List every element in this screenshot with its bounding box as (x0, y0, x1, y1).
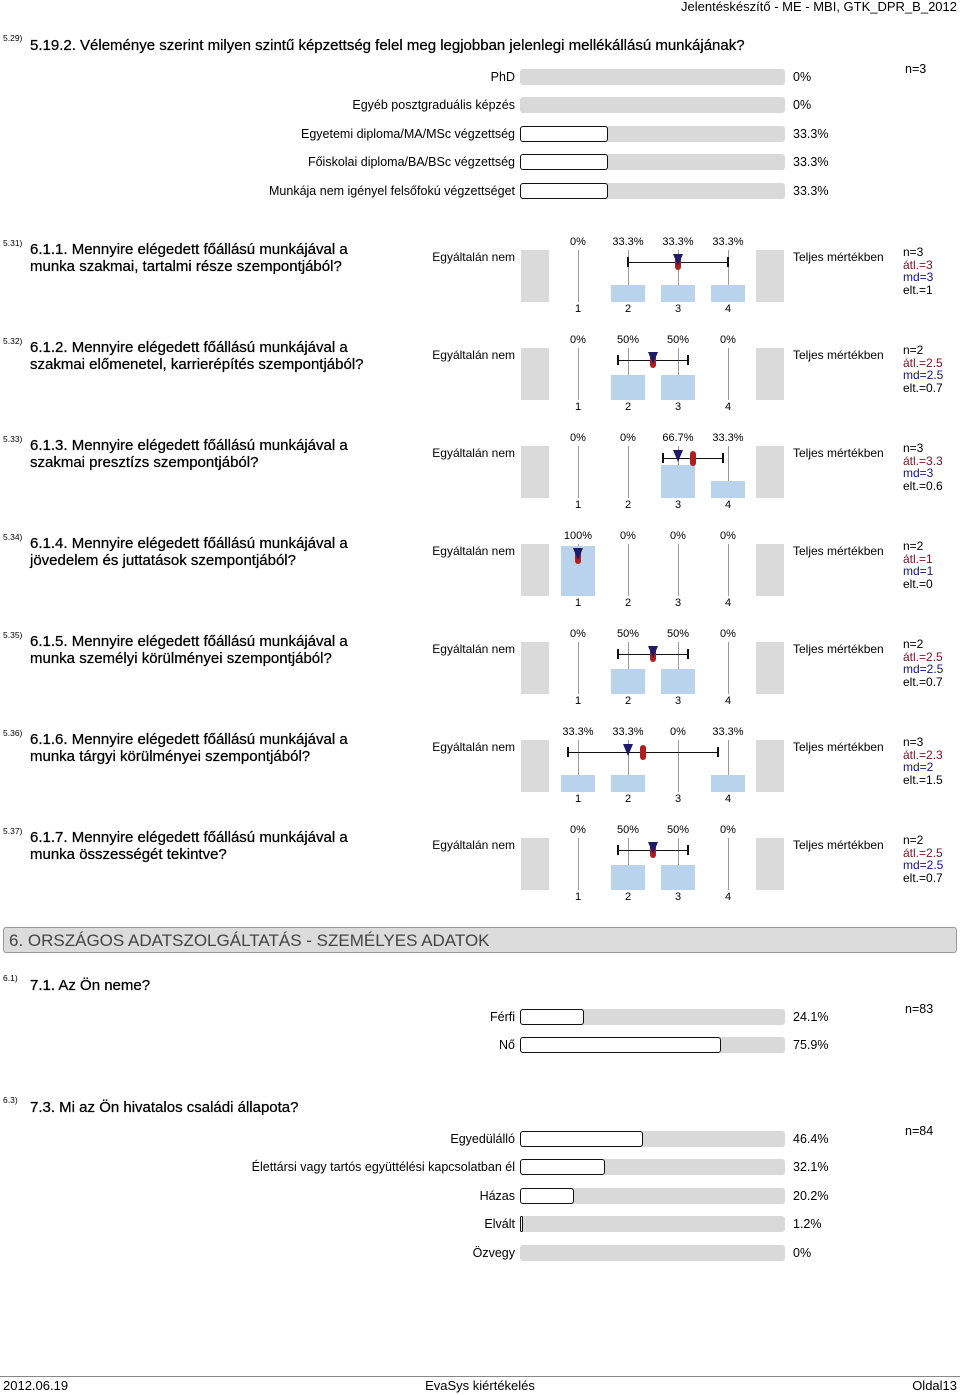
question-5-37 (0, 824, 960, 903)
column-scale-label: 1 (574, 891, 582, 903)
bar-fill (520, 1216, 523, 1232)
histogram-bar (561, 775, 595, 792)
scale-left-strip (521, 250, 549, 302)
sd-tick-left (617, 845, 619, 855)
stat-n: n=3 (903, 735, 924, 749)
column-line (578, 250, 579, 302)
question-title: 7.3. Mi az Ön hivatalos családi állapota? (30, 1099, 299, 1116)
scale-right-label: Teljes mértékben (793, 250, 884, 264)
column-scale-label: 2 (624, 695, 632, 707)
column-scale-label: 1 (574, 303, 582, 315)
scale-left-strip (521, 446, 549, 498)
column-scale-label: 3 (674, 401, 682, 413)
stat-sd: elt.=0.7 (903, 675, 943, 690)
percent-label: 75.9% (793, 1038, 829, 1053)
column-scale-label: 4 (724, 401, 732, 413)
column-line (628, 446, 629, 498)
column-scale-label: 2 (624, 303, 632, 315)
stat-mean: átl.=2.3 (903, 747, 943, 762)
percent-label: 0% (793, 69, 812, 84)
column-percent-label: 50% (666, 628, 690, 640)
percent-label: 33.3% (793, 183, 829, 198)
bar-track (520, 69, 785, 85)
scale-left-label: Egyáltalán nem (432, 250, 515, 264)
sd-tick-right (687, 845, 689, 855)
scale-right-label: Teljes mértékben (793, 740, 884, 754)
column-percent-label: 50% (616, 628, 640, 640)
bar-track (520, 1216, 785, 1232)
option-label: Egyedülálló (450, 1131, 515, 1146)
sd-tick-left (567, 747, 569, 757)
column-line (728, 642, 729, 694)
column-percent-label: 0% (670, 530, 686, 542)
question-title-line: szakmai presztízs szempontjából? (30, 454, 259, 471)
question-5-36 (0, 726, 960, 805)
mean-marker (690, 451, 696, 466)
report-header-title: Jelentéskészítő - ME - MBI, GTK_DPR_B_2012 (681, 0, 957, 14)
option-label: Egyetemi diploma/MA/MSc végzettség (301, 126, 515, 141)
stat-n: n=2 (903, 539, 924, 553)
column-percent-label: 0% (570, 236, 586, 248)
sd-tick-left (617, 355, 619, 365)
scale-right-strip (756, 446, 784, 498)
stat-n: n=2 (903, 833, 924, 847)
question-title-line: 6.1.4. Mennyire elégedett főállású munkájával a (30, 535, 348, 552)
scale-left-label: Egyáltalán nem (432, 642, 515, 656)
column-percent-label: 33.3% (662, 236, 694, 248)
histogram-bar (611, 865, 645, 890)
column-percent-label: 0% (620, 432, 636, 444)
column-scale-label: 4 (724, 303, 732, 315)
scale-right-strip (756, 348, 784, 400)
option-label: Főiskolai diploma/BA/BSc végzettség (307, 155, 515, 170)
percent-label: 33.3% (793, 155, 829, 170)
column-percent-label: 50% (666, 824, 690, 836)
column-percent-label: 0% (720, 530, 736, 542)
sd-tick-right (687, 649, 689, 659)
question-5-33 (0, 432, 960, 511)
question-title-line: munka személyi körülményei szempontjából? (30, 650, 332, 667)
column-percent-label: 0% (720, 334, 736, 346)
column-scale-label: 1 (574, 499, 582, 511)
percent-label: 46.4% (793, 1131, 829, 1146)
scale-left-strip (521, 838, 549, 890)
stat-sd: elt.=0.7 (903, 381, 943, 396)
column-percent-label: 0% (570, 824, 586, 836)
column-line (578, 642, 579, 694)
column-percent-label: 66.7% (662, 432, 694, 444)
question-title-line: 6.1.2. Mennyire elégedett főállású munkájával a (30, 339, 348, 356)
question-title-line: munka tárgyi körülményei szempontjából? (30, 748, 311, 765)
sd-tick-right (687, 355, 689, 365)
stat-mean: átl.=2.5 (903, 649, 943, 664)
bar-track (520, 97, 785, 113)
bar-fill (520, 1159, 605, 1175)
stat-median: md=2.5 (903, 368, 944, 383)
question-title-line: 6.1.5. Mennyire elégedett főállású munkájával a (30, 633, 348, 650)
column-percent-label: 50% (616, 824, 640, 836)
column-percent-label: 0% (670, 726, 686, 738)
scale-left-label: Egyáltalán nem (432, 838, 515, 852)
question-number: 5.36) (3, 728, 23, 738)
scale-left-strip (521, 642, 549, 694)
stat-mean: átl.=3 (903, 257, 933, 272)
median-marker-icon (648, 646, 658, 658)
column-scale-label: 4 (724, 499, 732, 511)
sd-tick-left (662, 453, 664, 463)
respondent-count: n=83 (905, 1002, 934, 1016)
question-5-35 (0, 628, 960, 707)
column-line (678, 544, 679, 596)
question-title-line: munka szakmai, tartalmi része szempontjából? (30, 258, 342, 275)
histogram-bar (611, 375, 645, 400)
scale-right-strip (756, 642, 784, 694)
stat-n: n=3 (903, 245, 924, 259)
sd-tick-right (722, 453, 724, 463)
question-number: 6.1) (3, 973, 18, 983)
respondent-count: n=84 (905, 1124, 934, 1138)
question-title: 7.1. Az Ön neme? (30, 977, 151, 994)
median-marker-icon (648, 842, 658, 854)
column-line (728, 544, 729, 596)
stat-sd: elt.=0.6 (903, 479, 943, 494)
column-percent-label: 33.3% (612, 726, 644, 738)
percent-label: 24.1% (793, 1009, 829, 1024)
column-scale-label: 3 (674, 499, 682, 511)
column-scale-label: 2 (624, 891, 632, 903)
percent-label: 0% (793, 1245, 812, 1260)
question-number: 5.35) (3, 630, 23, 640)
scale-right-label: Teljes mértékben (793, 446, 884, 460)
question-number: 5.32) (3, 336, 23, 346)
bar-fill (520, 1131, 643, 1147)
percent-label: 32.1% (793, 1160, 829, 1175)
footer-date: 2012.06.19 (3, 1378, 69, 1393)
bar-fill (520, 126, 608, 142)
question-title-line: 6.1.1. Mennyire elégedett főállású munkájával a (30, 241, 348, 258)
stat-median: md=3 (903, 466, 934, 481)
bar-fill (520, 1037, 721, 1053)
question-title-line: munka összességét tekintve? (30, 846, 227, 863)
column-line (578, 838, 579, 890)
sd-tick-left (617, 649, 619, 659)
question-title-line: jövedelem és juttatások szempontjából? (30, 552, 296, 569)
question-title-line: 6.1.6. Mennyire elégedett főállású munkájával a (30, 731, 348, 748)
percent-label: 20.2% (793, 1188, 829, 1203)
scale-right-label: Teljes mértékben (793, 348, 884, 362)
column-scale-label: 3 (674, 597, 682, 609)
column-scale-label: 2 (624, 597, 632, 609)
scale-left-label: Egyáltalán nem (432, 446, 515, 460)
percent-label: 1.2% (793, 1217, 822, 1232)
stat-mean: átl.=2.5 (903, 845, 943, 860)
column-scale-label: 4 (724, 597, 732, 609)
footer-page-number: Oldal13 (912, 1378, 957, 1393)
question-number: 5.37) (3, 826, 23, 836)
column-line (578, 348, 579, 400)
column-scale-label: 3 (674, 793, 682, 805)
question-title: 5.19.2. Véleménye szerint milyen szintű képzettség felel meg legjobban jelenlegi mellékállású munkájának? (30, 37, 745, 54)
column-scale-label: 1 (574, 793, 582, 805)
column-percent-label: 0% (570, 334, 586, 346)
median-marker-icon (648, 352, 658, 364)
column-percent-label: 0% (620, 530, 636, 542)
scale-left-label: Egyáltalán nem (432, 348, 515, 362)
respondent-count: n=3 (905, 62, 927, 76)
question-title-line: 6.1.7. Mennyire elégedett főállású munkájával a (30, 829, 348, 846)
question-number: 5.31) (3, 238, 23, 248)
column-scale-label: 1 (574, 401, 582, 413)
footer-rule (0, 1376, 960, 1377)
median-marker-icon (673, 254, 683, 266)
column-scale-label: 2 (624, 793, 632, 805)
column-scale-label: 3 (674, 891, 682, 903)
percent-label: 33.3% (793, 126, 829, 141)
stat-mean: átl.=2.5 (903, 355, 943, 370)
histogram-bar (661, 465, 695, 498)
question-number: 5.33) (3, 434, 23, 444)
bar-fill (520, 154, 608, 170)
histogram-bar (661, 865, 695, 890)
sd-tick-right (717, 747, 719, 757)
option-label: Özvegy (472, 1245, 515, 1260)
question-5-31 (0, 236, 960, 315)
option-label: Férfi (490, 1009, 515, 1024)
scale-right-strip (756, 838, 784, 890)
histogram-bar (611, 669, 645, 694)
median-marker-icon (573, 548, 583, 560)
column-percent-label: 100% (563, 530, 593, 542)
bar-fill (520, 1188, 574, 1204)
histogram-bar (711, 285, 745, 302)
bar-fill (520, 183, 608, 199)
stat-median: md=1 (903, 564, 934, 579)
question-title-line: 6.1.3. Mennyire elégedett főállású munkájával a (30, 437, 348, 454)
question-number: 5.34) (3, 532, 23, 542)
sd-tick-left (627, 257, 629, 267)
histogram-bar (661, 669, 695, 694)
stat-mean: átl.=3.3 (903, 453, 943, 468)
column-line (678, 740, 679, 792)
question-5-32 (0, 334, 960, 413)
sd-tick-right (727, 257, 729, 267)
scale-right-label: Teljes mértékben (793, 642, 884, 656)
column-scale-label: 4 (724, 793, 732, 805)
median-marker-icon (623, 744, 633, 756)
histogram-bar (711, 481, 745, 498)
column-scale-label: 4 (724, 891, 732, 903)
column-percent-label: 33.3% (712, 432, 744, 444)
scale-left-strip (521, 348, 549, 400)
stat-median: md=2 (903, 760, 934, 775)
stat-median: md=2.5 (903, 858, 944, 873)
histogram-bar (661, 375, 695, 400)
stat-median: md=3 (903, 270, 934, 285)
question-6-1 (0, 973, 960, 1084)
option-label: Munkája nem igényel felsőfokú végzettséget (269, 183, 515, 198)
column-scale-label: 1 (574, 597, 582, 609)
column-percent-label: 50% (666, 334, 690, 346)
scale-left-strip (521, 740, 549, 792)
column-percent-label: 0% (720, 628, 736, 640)
column-percent-label: 33.3% (562, 726, 594, 738)
stat-n: n=3 (903, 441, 924, 455)
mean-marker (640, 745, 646, 760)
column-line (628, 544, 629, 596)
bar-fill (520, 1009, 584, 1025)
column-line (728, 838, 729, 890)
scale-right-strip (756, 740, 784, 792)
stat-mean: átl.=1 (903, 551, 933, 566)
column-scale-label: 3 (674, 303, 682, 315)
question-6-3 (0, 1095, 960, 1292)
option-label: Házas (479, 1188, 515, 1203)
option-label: Nő (499, 1038, 515, 1053)
option-label: Egyéb posztgraduális képzés (352, 98, 515, 113)
scale-right-label: Teljes mértékben (793, 838, 884, 852)
column-scale-label: 3 (674, 695, 682, 707)
scale-right-strip (756, 544, 784, 596)
question-5-34 (0, 530, 960, 609)
stat-sd: elt.=0.7 (903, 871, 943, 886)
scale-right-label: Teljes mértékben (793, 544, 884, 558)
column-percent-label: 33.3% (612, 236, 644, 248)
footer-center: EvaSys kiértékelés (425, 1378, 535, 1393)
column-percent-label: 0% (570, 628, 586, 640)
section-title: 6. ORSZÁGOS ADATSZOLGÁLTATÁS - SZEMÉLYES ADATOK (9, 931, 490, 950)
question-number: 6.3) (3, 1095, 18, 1105)
bar-track (520, 1245, 785, 1261)
scale-right-strip (756, 250, 784, 302)
option-label: Élettársi vagy tartós együttélési kapcsolatban él (251, 1160, 515, 1175)
histogram-bar (661, 285, 695, 302)
histogram-bar (711, 775, 745, 792)
scale-left-strip (521, 544, 549, 596)
option-label: Elvált (484, 1217, 515, 1232)
column-percent-label: 33.3% (712, 726, 744, 738)
column-scale-label: 4 (724, 695, 732, 707)
column-scale-label: 2 (624, 499, 632, 511)
column-scale-label: 1 (574, 695, 582, 707)
column-line (578, 446, 579, 498)
column-scale-label: 2 (624, 401, 632, 413)
stat-n: n=2 (903, 343, 924, 357)
scale-left-label: Egyáltalán nem (432, 544, 515, 558)
column-percent-label: 0% (570, 432, 586, 444)
question-number: 5.29) (3, 33, 23, 43)
question-5-29 (0, 33, 960, 230)
question-title-line: szakmai előmenetel, karrierépítés szempontjából? (30, 356, 364, 373)
stat-sd: elt.=1.5 (903, 773, 943, 788)
stat-sd: elt.=0 (903, 577, 933, 592)
scale-left-label: Egyáltalán nem (432, 740, 515, 754)
column-percent-label: 50% (616, 334, 640, 346)
stat-sd: elt.=1 (903, 283, 933, 298)
percent-label: 0% (793, 98, 812, 113)
stat-n: n=2 (903, 637, 924, 651)
option-label: PhD (490, 69, 515, 84)
column-line (728, 348, 729, 400)
histogram-bar (611, 285, 645, 302)
column-percent-label: 0% (720, 824, 736, 836)
median-marker-icon (673, 450, 683, 462)
histogram-bar (611, 775, 645, 792)
column-percent-label: 33.3% (712, 236, 744, 248)
section-header (3, 927, 957, 953)
stat-median: md=2.5 (903, 662, 944, 677)
